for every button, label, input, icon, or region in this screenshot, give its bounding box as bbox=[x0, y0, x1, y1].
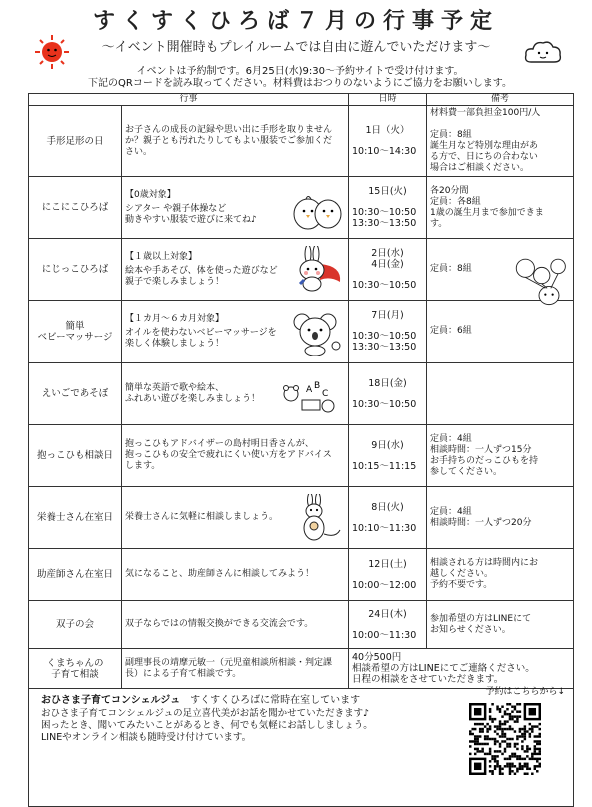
text-line: 双子の会 bbox=[55, 619, 94, 630]
event-name bbox=[29, 363, 122, 425]
text-line: 相談時間：一人ずつ15分 bbox=[430, 444, 532, 455]
page-title: すくすくひろば７月の行事予定 bbox=[92, 9, 499, 34]
text-line: 10:30～10:50 bbox=[352, 398, 417, 410]
table-row bbox=[29, 649, 574, 689]
event-name bbox=[29, 601, 122, 649]
text-line: 栄養士さんに気軽に相談しましょう。 bbox=[125, 512, 279, 522]
event-notes bbox=[427, 239, 574, 301]
text-line: お子さんの成長の記録や思い出に手形を取りません bbox=[125, 124, 333, 135]
cloud-icon bbox=[523, 38, 563, 66]
text-line: 1歳の誕生月まで参加できま bbox=[430, 207, 544, 218]
text-line: か？親子とも汚れたりしてもよい服装でご参加くだ bbox=[125, 135, 333, 146]
event-datetime bbox=[349, 549, 427, 601]
age-tag: 【１歳以上対象】 bbox=[125, 251, 198, 262]
text-line: にじっこひろば bbox=[41, 264, 109, 275]
text-line: お手持ちのだっこひもを持 bbox=[430, 455, 539, 466]
text-line: 10:10～14:30 bbox=[352, 146, 417, 157]
text-line: 各20分間 bbox=[430, 185, 469, 196]
text-line: 定員：8組 bbox=[430, 130, 472, 140]
text-line: えいごであそぼ bbox=[41, 388, 109, 399]
text-line: 定員：8組 bbox=[430, 264, 472, 274]
age-tag: 【１カ月～６カ月対象】 bbox=[125, 313, 225, 324]
text-line: 双子ならではの情報交換ができる交流会です。 bbox=[125, 619, 314, 629]
text-line: 8日(火) bbox=[371, 501, 404, 513]
text-line: 誕生月など特別な理由があ bbox=[430, 141, 539, 151]
text-line: おひさま子育てコンシェルジュの足立喜代美がお話を聞かせていただきます♪ bbox=[41, 708, 370, 719]
text-line: 相談希望の方はLINEにてご連絡ください。 bbox=[352, 663, 535, 674]
subtitle: ～イベント開催時もプレイルームでは自由に遊んでいただけます～ bbox=[101, 40, 491, 55]
text-line: オイルを使わないベビーマッサージを bbox=[125, 327, 277, 338]
text-line: 10:30～10:50 bbox=[352, 331, 417, 342]
event-datetime bbox=[349, 106, 427, 177]
event-datetime bbox=[349, 177, 427, 239]
event-description bbox=[122, 106, 349, 177]
event-datetime bbox=[349, 363, 427, 425]
text-line: ベビーマッサージ bbox=[37, 331, 113, 343]
text-line: 18日(金) bbox=[368, 377, 407, 389]
event-datetime bbox=[349, 601, 427, 649]
text-line: くまちゃんの bbox=[46, 657, 104, 669]
svg-text:A: A bbox=[306, 384, 313, 395]
event-name bbox=[29, 425, 122, 487]
event-notes bbox=[427, 106, 574, 177]
event-name bbox=[29, 301, 122, 363]
reservation-notice bbox=[40, 66, 560, 90]
text-line: 動きやすい服装で遊びに来てね♪ bbox=[125, 214, 257, 225]
text-line: 副理事長の靖摩元敏一（元児童相談所相談・判定課 bbox=[125, 657, 333, 668]
event-name bbox=[29, 239, 122, 301]
column-header: 備考 bbox=[427, 94, 574, 106]
event-datetime bbox=[349, 425, 427, 487]
text-line: 抱っこひもアドバイザーの島村明日香さんが、 bbox=[125, 439, 314, 449]
text-line: 子育て相談 bbox=[51, 668, 99, 680]
text-line: る方で、日にちの合わない bbox=[430, 152, 538, 162]
table-row bbox=[29, 487, 574, 549]
text-line: LINEやオンライン相談も随時受け付けています。 bbox=[41, 732, 252, 743]
event-description bbox=[122, 239, 349, 301]
event-name bbox=[29, 549, 122, 601]
text-line: 場合はご相談ください。 bbox=[430, 163, 530, 173]
concierge-info bbox=[29, 689, 574, 807]
text-line: 気になること、助産師さんに相談してみよう！ bbox=[125, 569, 315, 579]
event-description bbox=[122, 601, 349, 649]
table-row bbox=[29, 301, 574, 363]
text-line: 抱っこひもの安全で疲れにくい使い方をアドバイス bbox=[125, 450, 332, 460]
text-line: 簡単 bbox=[65, 320, 85, 332]
svg-text:C: C bbox=[322, 388, 329, 399]
text-line: 参してください。 bbox=[430, 466, 503, 477]
text-line: 相談時間：一人ずつ20分 bbox=[430, 517, 532, 528]
text-line: 材料費一部負担金100円/人 bbox=[430, 108, 541, 118]
text-line: 定員：4組 bbox=[430, 433, 472, 444]
text-line: 2日(水) bbox=[371, 248, 404, 259]
chick-illustration bbox=[290, 184, 344, 232]
event-notes bbox=[427, 549, 574, 601]
notice-line: イベントは予約制です。6月25日(水)9:30～予約サイトで受け付けます。 bbox=[136, 66, 464, 77]
event-schedule-table bbox=[28, 93, 574, 807]
event-name bbox=[29, 649, 122, 689]
event-notes bbox=[427, 425, 574, 487]
event-description bbox=[122, 301, 349, 363]
text-line: 楽しく体験しましょう！ bbox=[125, 338, 225, 349]
text-line: します。 bbox=[125, 461, 161, 471]
text-line: 4日(金) bbox=[371, 259, 404, 270]
text-line: 13:30～13:50 bbox=[352, 342, 417, 353]
notice-line: 下記のQRコードを読み取ってください。材料費はおつりのないようにご協力をお願いします。 bbox=[88, 78, 512, 89]
text-line: 9日(水) bbox=[371, 439, 404, 451]
text-line: 抱っこひも相談日 bbox=[36, 450, 113, 461]
text-line: 1日（火） bbox=[365, 125, 410, 136]
event-datetime bbox=[349, 239, 427, 301]
text-line: 15日(火) bbox=[368, 186, 407, 197]
text-line: さい。 bbox=[125, 146, 153, 157]
text-line: 簡単な英語で歌や絵本、 bbox=[125, 382, 225, 393]
concierge-title: おひさま子育てコンシェルジュ bbox=[41, 695, 181, 706]
text-line: 長）による子育て相談です。 bbox=[125, 668, 242, 679]
event-description bbox=[122, 425, 349, 487]
text-line: 10:00～12:00 bbox=[352, 579, 417, 591]
table-row bbox=[29, 363, 574, 425]
qr-code[interactable] bbox=[469, 703, 541, 775]
text-line: 12日(土) bbox=[368, 558, 407, 570]
text-line: 24日(木) bbox=[368, 608, 407, 620]
table-row bbox=[29, 601, 574, 649]
text-line: 10:30～10:50 bbox=[352, 207, 417, 218]
text-line bbox=[430, 119, 570, 130]
table-header-row bbox=[29, 94, 574, 106]
text-line: 10:15～11:15 bbox=[352, 460, 417, 472]
rabbit-hero-illustration bbox=[290, 246, 344, 294]
text-line: 親子で楽しみましょう！ bbox=[125, 276, 225, 287]
text-line: 7日(月) bbox=[371, 310, 404, 321]
event-notes bbox=[427, 487, 574, 549]
text-line: 40分500円 bbox=[352, 652, 402, 663]
text-line: 10:10～11:30 bbox=[352, 522, 417, 534]
text-line: 10:00～11:30 bbox=[352, 629, 417, 641]
text-line: 定員：6組 bbox=[430, 326, 472, 336]
event-notes bbox=[427, 177, 574, 239]
event-notes bbox=[349, 649, 574, 689]
event-description bbox=[122, 177, 349, 239]
event-description bbox=[122, 363, 349, 425]
event-datetime bbox=[349, 487, 427, 549]
svg-text:B: B bbox=[314, 380, 321, 391]
event-name bbox=[29, 177, 122, 239]
column-header: 日時 bbox=[349, 94, 427, 106]
text-line: す。 bbox=[430, 218, 448, 229]
text-line: 10:30～10:50 bbox=[352, 280, 417, 291]
event-description bbox=[122, 649, 349, 689]
qr-label: 予約はこちらから↓ bbox=[485, 687, 566, 697]
text-line: 日程の相談をさせていただきます。 bbox=[352, 674, 504, 685]
text-line: 越しください。 bbox=[430, 569, 494, 579]
concierge-row bbox=[29, 689, 574, 807]
kangaroo-illustration bbox=[290, 494, 344, 542]
event-name bbox=[29, 487, 122, 549]
text-line: 助産師さん在室日 bbox=[36, 569, 113, 580]
text-line: 栄養士さん在室日 bbox=[36, 512, 113, 523]
text-line: お知らせください。 bbox=[430, 624, 511, 635]
age-tag: 【0歳対象】 bbox=[125, 189, 176, 200]
table-row bbox=[29, 239, 574, 301]
table-row bbox=[29, 106, 574, 177]
text-line: 定員：4組 bbox=[430, 506, 472, 517]
bear-abc-illustration bbox=[274, 370, 344, 418]
text-line: 13:30～13:50 bbox=[352, 218, 417, 229]
event-notes bbox=[427, 601, 574, 649]
text-line: 定員：各8組 bbox=[430, 196, 481, 207]
event-notes bbox=[427, 363, 574, 425]
text-line: 相談される方は時間内にお bbox=[430, 558, 539, 568]
table-row bbox=[29, 177, 574, 239]
text-line: ふれあい遊びを楽しみましょう！ bbox=[125, 393, 261, 404]
text-line: 困ったとき、聞いてみたいことがあるとき、何でも気軽にお話ししましょう。 bbox=[41, 720, 373, 731]
event-notes bbox=[427, 301, 574, 363]
event-datetime bbox=[349, 301, 427, 363]
event-description bbox=[122, 487, 349, 549]
text-line: にこにこひろば bbox=[41, 202, 109, 213]
koala-illustration bbox=[290, 308, 344, 356]
text-line: 手形足形の日 bbox=[46, 135, 104, 147]
table-row bbox=[29, 549, 574, 601]
text-line: 予約不要です。 bbox=[430, 580, 493, 590]
concierge-subtitle: すくすくひろばに常時在室しています bbox=[180, 695, 361, 706]
text-line: 絵本や手あそび、体を使った遊びなど bbox=[125, 265, 278, 276]
event-description bbox=[122, 549, 349, 601]
event-name bbox=[29, 106, 122, 177]
text-line: 参加希望の方はLINEにて bbox=[430, 613, 532, 624]
table-row bbox=[29, 425, 574, 487]
column-header: 行事 bbox=[29, 94, 349, 106]
text-line: シアター や親子体操など bbox=[125, 203, 227, 214]
